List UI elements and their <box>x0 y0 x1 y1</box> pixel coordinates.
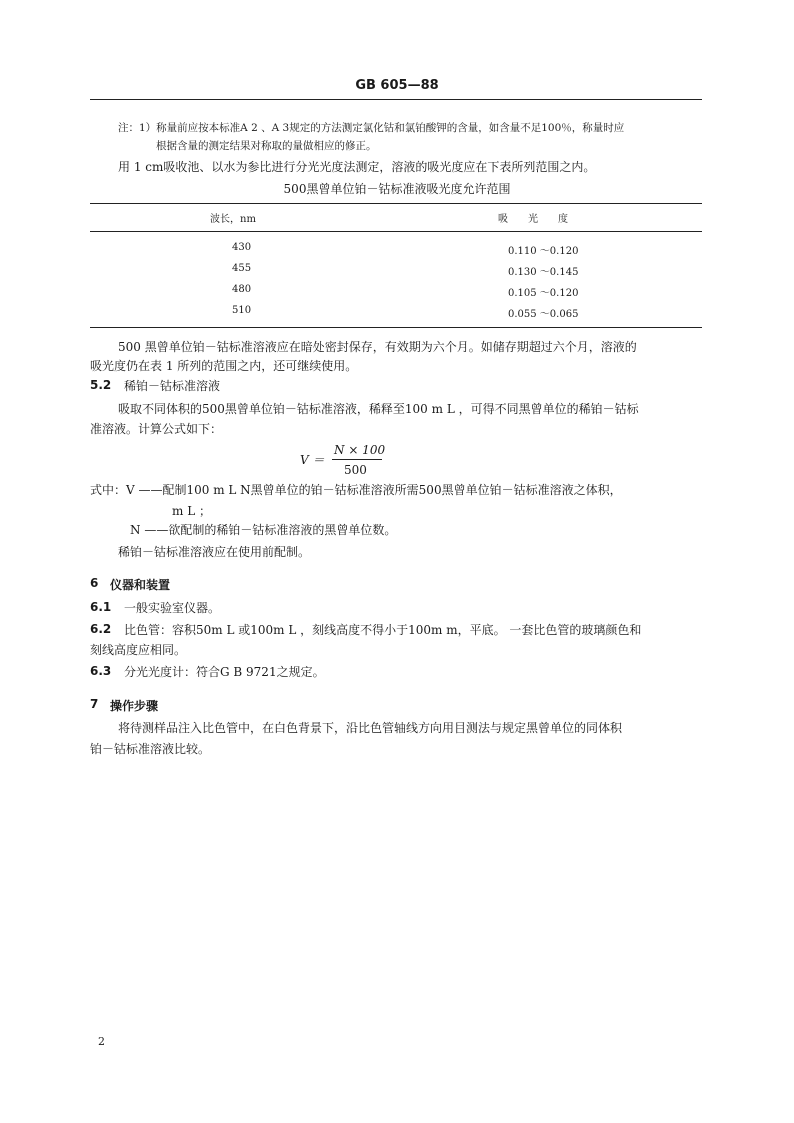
section-6-1-text: 一般实验室仪器。 <box>124 601 221 615</box>
header-rule <box>90 99 702 100</box>
section-6-3-number: 6.3 <box>90 664 112 678</box>
procedure-paragraph-line-1: 将待测样品注入比色管中，在白色背景下，沿比色管轴线方向用目测法与规定黑曾单位的同体积 <box>118 721 623 735</box>
note-line-2: 根据含量的测定结果对称取的量做相应的修正。 <box>156 140 377 152</box>
table-cell-wavelength: 480 <box>232 284 252 295</box>
fraction-bar <box>332 459 382 460</box>
section-6-title: 仪器和装置 <box>110 578 171 592</box>
note-line-1: 注：1）称量前应按本标准A 2 、A 3规定的方法测定氯化钴和氯铂酸钾的含量，如含量不足100％，称量时应 <box>118 122 625 134</box>
storage-paragraph-line-2: 吸光度仍在表 1 所列的范围之内，还可继续使用。 <box>90 359 358 373</box>
table-bottom-rule <box>90 327 702 328</box>
section-6-2-number: 6.2 <box>90 622 112 636</box>
formula-numerator: N × 100 <box>334 443 386 457</box>
section-6-3-text: 分光光度计：符合G B 9721之规定。 <box>124 665 325 679</box>
page-number: 2 <box>98 1035 105 1048</box>
where-line-3: N ——欲配制的稀铂－钴标准溶液的黑曾单位数。 <box>130 523 397 537</box>
section-5-2-number: 5.2 <box>90 378 112 392</box>
storage-paragraph-line-1: 500 黑曾单位铂－钴标准溶液应在暗处密封保存，有效期为六个月。如储存期超过六个月，溶液的 <box>118 340 637 354</box>
table-top-rule <box>90 203 702 204</box>
formula-denominator: 500 <box>344 463 367 477</box>
document-code: GB 605—88 <box>355 78 439 93</box>
table-header-absorbance: 吸 光 度 <box>498 214 568 225</box>
section-6-2-text-line-2: 刻线高度应相同。 <box>90 643 187 657</box>
table-header-wavelength: 波长，nm <box>210 214 256 225</box>
procedure-paragraph-line-2: 铂－钴标准溶液比较。 <box>90 742 211 756</box>
section-6-1-number: 6.1 <box>90 600 112 614</box>
dilute-paragraph-line-2: 准溶液。计算公式如下： <box>90 422 223 436</box>
formula-lhs: V ＝ <box>300 453 325 467</box>
measure-paragraph: 用 1 cm吸收池、以水为参比进行分光光度法测定，溶液的吸光度应在下表所列范围之内。 <box>118 160 596 174</box>
table-cell-absorbance: 0.055 ～0.065 <box>508 309 579 320</box>
prepare-paragraph: 稀铂－钴标准溶液应在使用前配制。 <box>118 545 311 559</box>
table-header-rule <box>90 231 702 232</box>
where-line-2: m L ； <box>172 504 211 518</box>
table-title: 500黑曾单位铂－钴标准液吸光度允许范围 <box>283 182 511 196</box>
section-7-title: 操作步骤 <box>110 699 159 713</box>
table-cell-absorbance: 0.110 ～0.120 <box>508 246 579 257</box>
table-cell-absorbance: 0.105 ～0.120 <box>508 288 579 299</box>
section-5-2-title: 稀铂－钴标准溶液 <box>124 379 221 393</box>
section-7-number: 7 <box>90 697 99 711</box>
table-cell-absorbance: 0.130 ～0.145 <box>508 267 579 278</box>
table-cell-wavelength: 455 <box>232 263 252 274</box>
where-line-1: 式中：V ——配制100 m L N黑曾单位的铂－钴标准溶液所需500黑曾单位铂－钴标准溶液之体积， <box>90 483 622 497</box>
section-6-number: 6 <box>90 576 99 590</box>
table-cell-wavelength: 510 <box>232 305 252 316</box>
section-6-2-text-line-1: 比色管：容积50m L 或100m L ，刻线高度不得小于100m m，平底。 一套比色管的玻璃颜色和 <box>124 623 642 637</box>
table-cell-wavelength: 430 <box>232 242 252 253</box>
dilute-paragraph-line-1: 吸取不同体积的500黑曾单位铂－钴标准溶液，稀释至100 m L ，可得不同黑曾单位的稀铂－钴标 <box>118 402 639 416</box>
